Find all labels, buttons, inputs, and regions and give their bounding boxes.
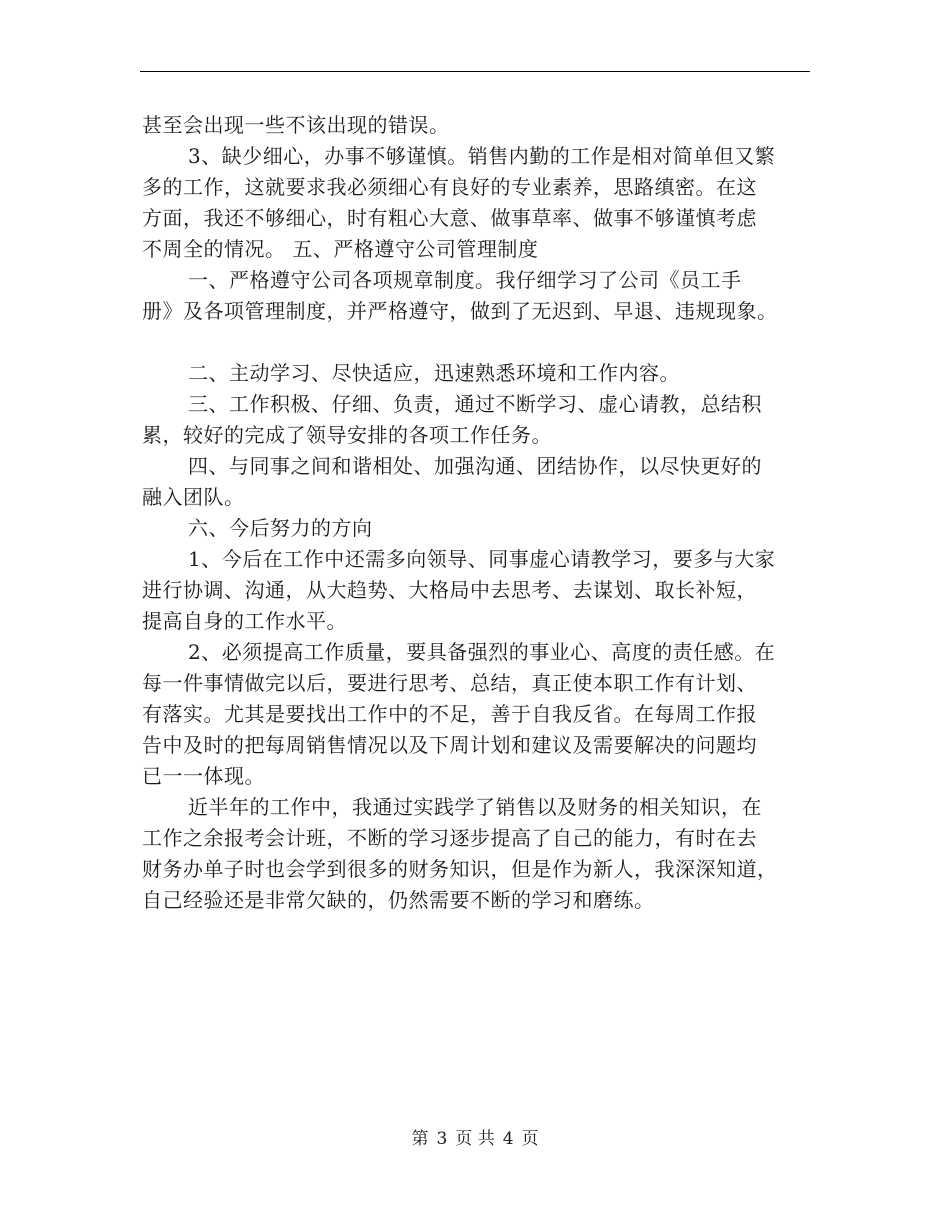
page-footer: [0, 1127, 950, 1151]
text-line: 三、工作积极、仔细、负责，通过不断学习、虚心请教，总结积: [188, 392, 762, 416]
text-line: 2、必须提高工作质量，要具备强烈的事业心、高度的责任感。在: [188, 640, 776, 664]
text-line: 多的工作，这就要求我必须细心有良好的专业素养，思路缜密。在这: [142, 175, 757, 199]
text-line: 四、与同事之间和谐相处、加强沟通、团结协作，以尽快更好的: [188, 454, 762, 478]
text-line: 册》及各项管理制度，并严格遵守，做到了无迟到、早退、违规现象。: [142, 299, 778, 323]
text-line: 每一件事情做完以后，要进行思考、总结，真正使本职工作有计划、: [142, 671, 757, 695]
text-line: 有落实。尤其是要找出工作中的不足，善于自我反省。在每周工作报: [142, 702, 757, 726]
text-line: 工作之余报考会计班，不断的学习逐步提高了自己的能力，有时在去: [142, 826, 757, 850]
text-line: 1、今后在工作中还需多向领导、同事虚心请教学习，要多与大家: [188, 547, 776, 571]
text-line: 进行协调、沟通，从大趋势、大格局中去思考、去谋划、取长补短，: [142, 578, 757, 602]
footer-total-pages: 4: [502, 1129, 514, 1149]
text-line: 3、缺少细心，办事不够谨慎。销售内勤的工作是相对简单但又繁: [188, 144, 776, 168]
footer-prefix: 第: [411, 1129, 429, 1149]
footer-suffix: 页: [521, 1129, 539, 1149]
text-line: 已一一体现。: [142, 764, 265, 788]
footer-current-page: 3: [436, 1129, 448, 1149]
text-line: 近半年的工作中，我通过实践学了销售以及财务的相关知识，在: [188, 795, 762, 819]
text-line: 不周全的情况。 五、严格遵守公司管理制度: [142, 237, 539, 261]
text-line: 告中及时的把每周销售情况以及下周计划和建议及需要解决的问题均: [142, 733, 757, 757]
text-line: 财务办单子时也会学到很多的财务知识，但是作为新人，我深深知道，: [142, 857, 778, 881]
text-line: 二、主动学习、尽快适应，迅速熟悉环境和工作内容。: [188, 361, 680, 385]
text-line: 一、严格遵守公司各项规章制度。我仔细学习了公司《员工手: [188, 268, 742, 292]
footer-middle: 页 共: [455, 1129, 495, 1149]
text-line: 方面，我还不够细心，时有粗心大意、做事草率、做事不够谨慎考虑: [142, 206, 757, 230]
document-body: [142, 110, 810, 916]
blank-line: [142, 327, 810, 358]
text-line: 提高自身的工作水平。: [142, 609, 347, 633]
text-line: 自己经验还是非常欠缺的，仍然需要不断的学习和磨练。: [142, 888, 655, 912]
text-line: 融入团队。: [142, 485, 245, 509]
text-line: 甚至会出现一些不该出现的错误。: [142, 113, 450, 137]
text-line: 累，较好的完成了领导安排的各项工作任务。: [142, 423, 552, 447]
header-rule: [140, 71, 810, 72]
text-line: 六、今后努力的方向: [188, 516, 373, 540]
